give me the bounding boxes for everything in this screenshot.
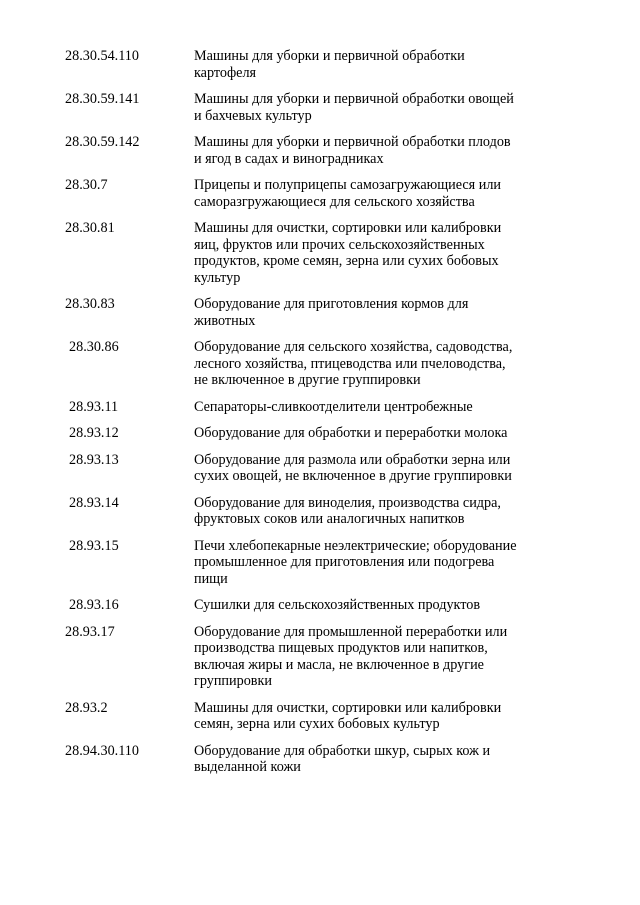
description-line: сухих овощей, не включенное в другие группировки [194, 468, 512, 484]
description-line: животных [194, 312, 256, 329]
description-line: включая жиры и масла, не включенное в другие [194, 656, 484, 673]
description-line: Оборудование для приготовления кормов для [194, 296, 469, 312]
entry-row [0, 296, 640, 329]
description-line: Машины для уборки и первичной обработки плодов [194, 134, 511, 150]
description-line: Машины для очистки, сортировки или калибровки [194, 220, 502, 236]
entry-code: 28.30.59.142 [65, 134, 140, 150]
entry-description [194, 134, 554, 167]
entry-description [194, 425, 554, 442]
description-line: Машины для уборки и первичной обработки [194, 48, 465, 64]
entry-description [194, 624, 554, 690]
entry-row [0, 624, 640, 690]
description-line: и бахчевых культур [194, 107, 312, 124]
entry-row [0, 220, 640, 286]
description-line: Прицепы и полуприцепы самозагружающиеся или [194, 177, 502, 193]
description-line: фруктовых соков или аналогичных напитков [194, 511, 465, 527]
description-line: Оборудование для виноделия, производства сидра, [194, 494, 501, 511]
entry-description [194, 177, 554, 210]
description-line: продуктов, кроме семян, зерна или сухих бобовых [194, 253, 499, 269]
description-line: саморазгружающиеся для сельского хозяйства [194, 193, 475, 210]
entry-row [0, 495, 640, 528]
description-line: Оборудование для сельского хозяйства, садоводства, [194, 339, 513, 355]
entry-code: 28.93.16 [69, 597, 119, 613]
description-line: Печи хлебопекарные неэлектрические; оборудование [194, 537, 517, 554]
entry-description [194, 296, 554, 329]
description-line: Сепараторы-сливкоотделители центробежные [194, 398, 473, 415]
entry-row [0, 399, 640, 416]
entry-row [0, 339, 640, 389]
entry-row [0, 700, 640, 733]
entry-code: 28.30.81 [65, 220, 115, 236]
entry-code: 28.93.11 [69, 398, 119, 415]
entry-code: 28.94.30.110 [65, 742, 139, 759]
entry-code: 28.30.59.141 [65, 91, 140, 107]
entry-code: 28.30.86 [69, 339, 119, 355]
entry-code: 28.30.7 [65, 177, 108, 193]
description-line: Сушилки для сельскохозяйственных продуктов [194, 597, 481, 613]
description-line: производства пищевых продуктов или напитков, [194, 640, 488, 656]
description-line: Оборудование для обработки и переработки молока [194, 425, 508, 441]
entry-code: 28.30.83 [65, 296, 115, 312]
entry-code: 28.93.15 [69, 537, 119, 554]
entry-description [194, 399, 554, 416]
description-line: Машины для очистки, сортировки или калибровки [194, 699, 502, 716]
entry-code: 28.93.12 [69, 425, 119, 441]
entry-code: 28.93.2 [65, 699, 108, 716]
entry-description [194, 220, 554, 286]
classification-list [0, 48, 640, 786]
description-line: промышленное для приготовления или подогрева [194, 554, 495, 570]
description-line: выделанной кожи [194, 759, 301, 775]
entry-description [194, 743, 554, 776]
entry-description [194, 495, 554, 528]
entry-description [194, 48, 554, 81]
description-line: Машины для уборки и первичной обработки овощей [194, 91, 514, 107]
entry-code: 28.93.13 [69, 451, 119, 468]
entry-code: 28.30.54.110 [65, 48, 139, 64]
entry-row [0, 597, 640, 614]
entry-code: 28.93.17 [65, 623, 115, 640]
entry-description [194, 700, 554, 733]
entry-row [0, 538, 640, 588]
entry-description [194, 452, 554, 485]
entry-row [0, 743, 640, 776]
description-line: лесного хозяйства, птицеводства или пчеловодства, [194, 355, 506, 372]
entry-description [194, 91, 554, 124]
entry-row [0, 48, 640, 81]
entry-row [0, 425, 640, 442]
description-line: и ягод в садах и виноградниках [194, 150, 384, 167]
description-line: пищи [194, 570, 228, 587]
entry-row [0, 91, 640, 124]
entry-row [0, 134, 640, 167]
description-line: Оборудование для промышленной переработки или [194, 623, 508, 640]
entry-description [194, 339, 554, 389]
description-line: не включенное в другие группировки [194, 372, 421, 388]
description-line: картофеля [194, 64, 257, 81]
description-line: группировки [194, 673, 272, 689]
description-line: культур [194, 269, 241, 286]
entry-row [0, 452, 640, 485]
entry-description [194, 597, 554, 614]
description-line: Оборудование для размола или обработки зерна или [194, 451, 511, 468]
entry-description [194, 538, 554, 588]
description-line: семян, зерна или сухих бобовых культур [194, 716, 440, 732]
description-line: Оборудование для обработки шкур, сырых кож и [194, 742, 491, 759]
entry-code: 28.93.14 [69, 494, 119, 511]
entry-row [0, 177, 640, 210]
description-line: яиц, фруктов или прочих сельскохозяйственных [194, 236, 485, 253]
